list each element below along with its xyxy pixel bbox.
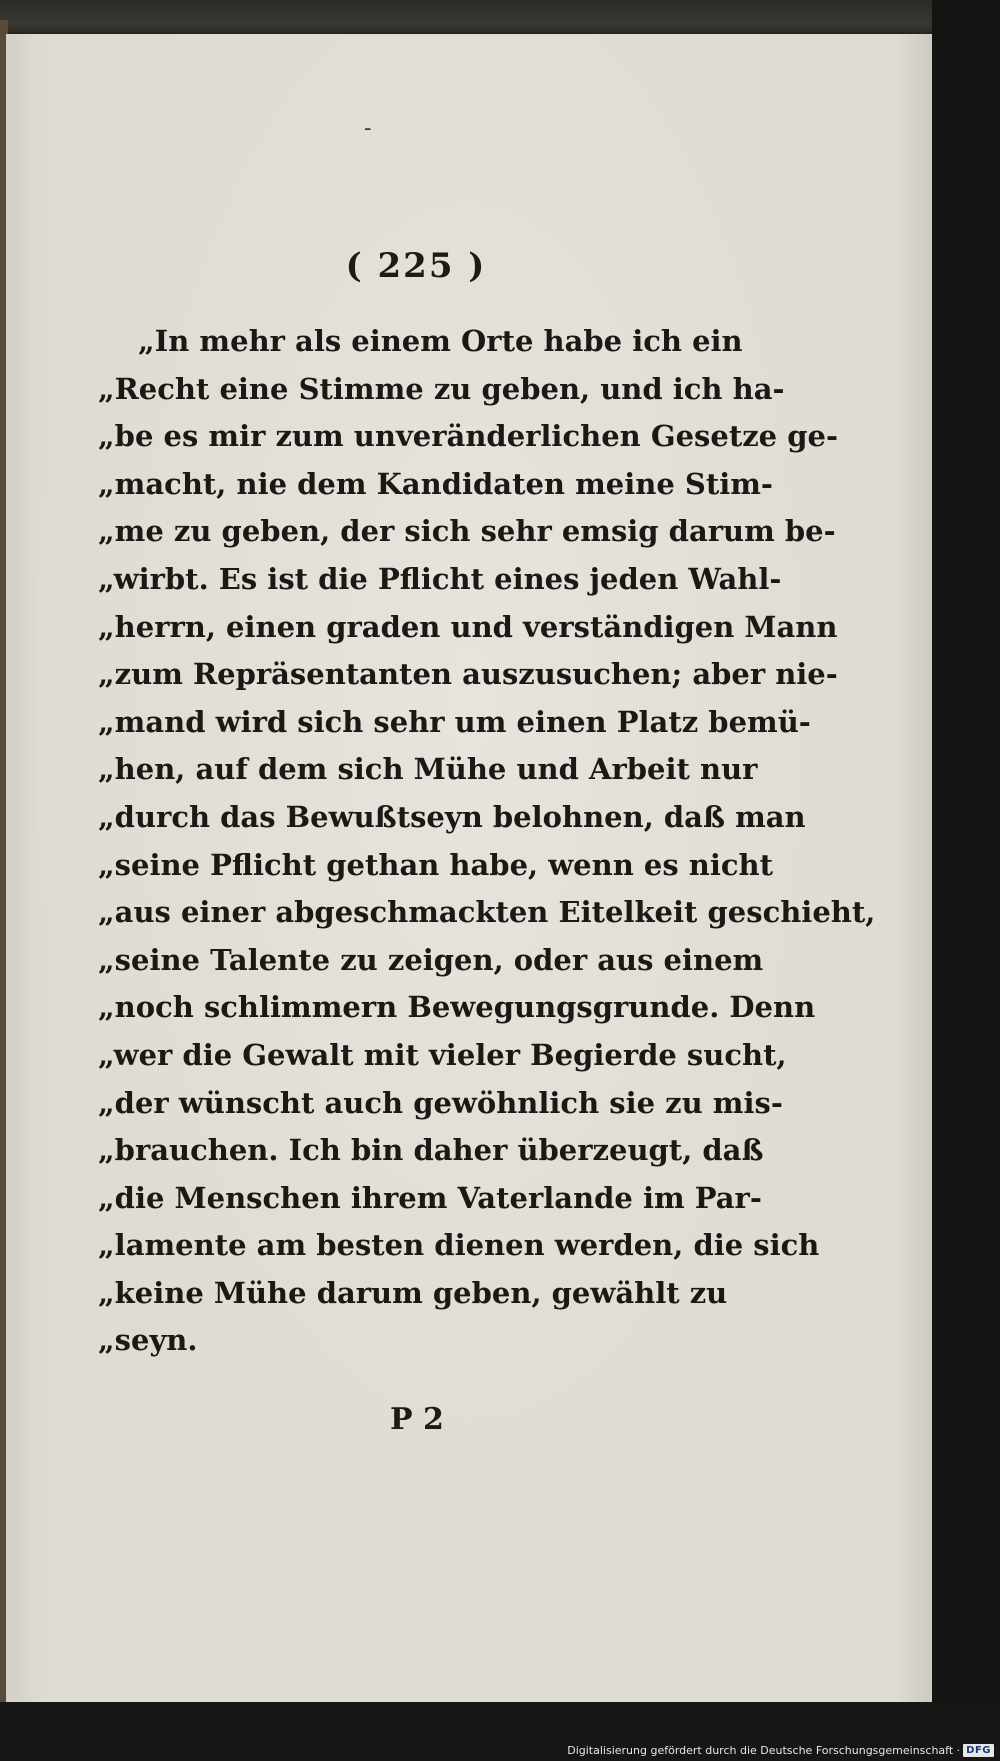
text-line: „Recht eine Stimme zu geben, und ich ha‑ [98,371,785,406]
text-line: „die Menschen ihrem Vaterlande im Par‑ [98,1180,762,1215]
text-line: „seyn. [98,1323,198,1358]
body-text [98,318,876,1365]
dfg-logo-icon: DFG [963,1744,994,1757]
book-spine-top [0,0,1000,34]
text-line: „aus einer abgeschmackten Eitelkeit geschieht, [98,895,876,930]
text-line: „seine Talente zu zeigen, oder aus einem [98,942,764,977]
text-line: „mand wird sich sehr um einen Platz bemü‑ [98,704,811,739]
text-line: „hen, auf dem sich Mühe und Arbeit nur [98,752,758,787]
digitization-footer [567,1744,994,1757]
footer-text: Digitalisierung gefördert durch die Deutsche Forschungsgemeinschaft · [567,1744,961,1757]
text-line: „zum Repräsentanten auszusuchen; aber nie‑ [98,657,838,692]
text-line: „noch schlimmern Bewegungsgrunde. Denn [98,990,816,1025]
text-line: „seine Pflicht gethan habe, wenn es nicht [98,847,774,882]
text-line: „lamente am besten dienen werden, die sich [98,1228,820,1263]
catchword: P 2 [390,1402,444,1437]
text-line: „be es mir zum unveränderlichen Gesetze ge‑ [98,419,838,454]
page-number: ( 225 ) [345,246,487,286]
text-line: „der wünscht auch gewöhnlich sie zu mis‑ [98,1085,783,1120]
text-line: „herrn, einen graden und verständigen Mann [98,609,838,644]
text-line: „In mehr als einem Orte habe ich ein [138,324,743,358]
scan-background-right [932,0,1000,1761]
text-line: „wer die Gewalt mit vieler Begierde sucht, [98,1037,787,1072]
text-line: „durch das Bewußtseyn belohnen, daß man [98,799,806,834]
text-line: „wirbt. Es ist die Pflicht eines jeden Wahl‑ [98,561,782,596]
text-line: „me zu geben, der sich sehr emsig darum be‑ [98,514,836,549]
text-line: „macht, nie dem Kandidaten meine Stim‑ [98,466,773,501]
page-mark: - [364,116,372,141]
text-line: „brauchen. Ich bin daher überzeugt, daß [98,1133,764,1168]
text-line: „keine Mühe darum geben, gewählt zu [98,1275,728,1310]
book-page [6,34,932,1702]
